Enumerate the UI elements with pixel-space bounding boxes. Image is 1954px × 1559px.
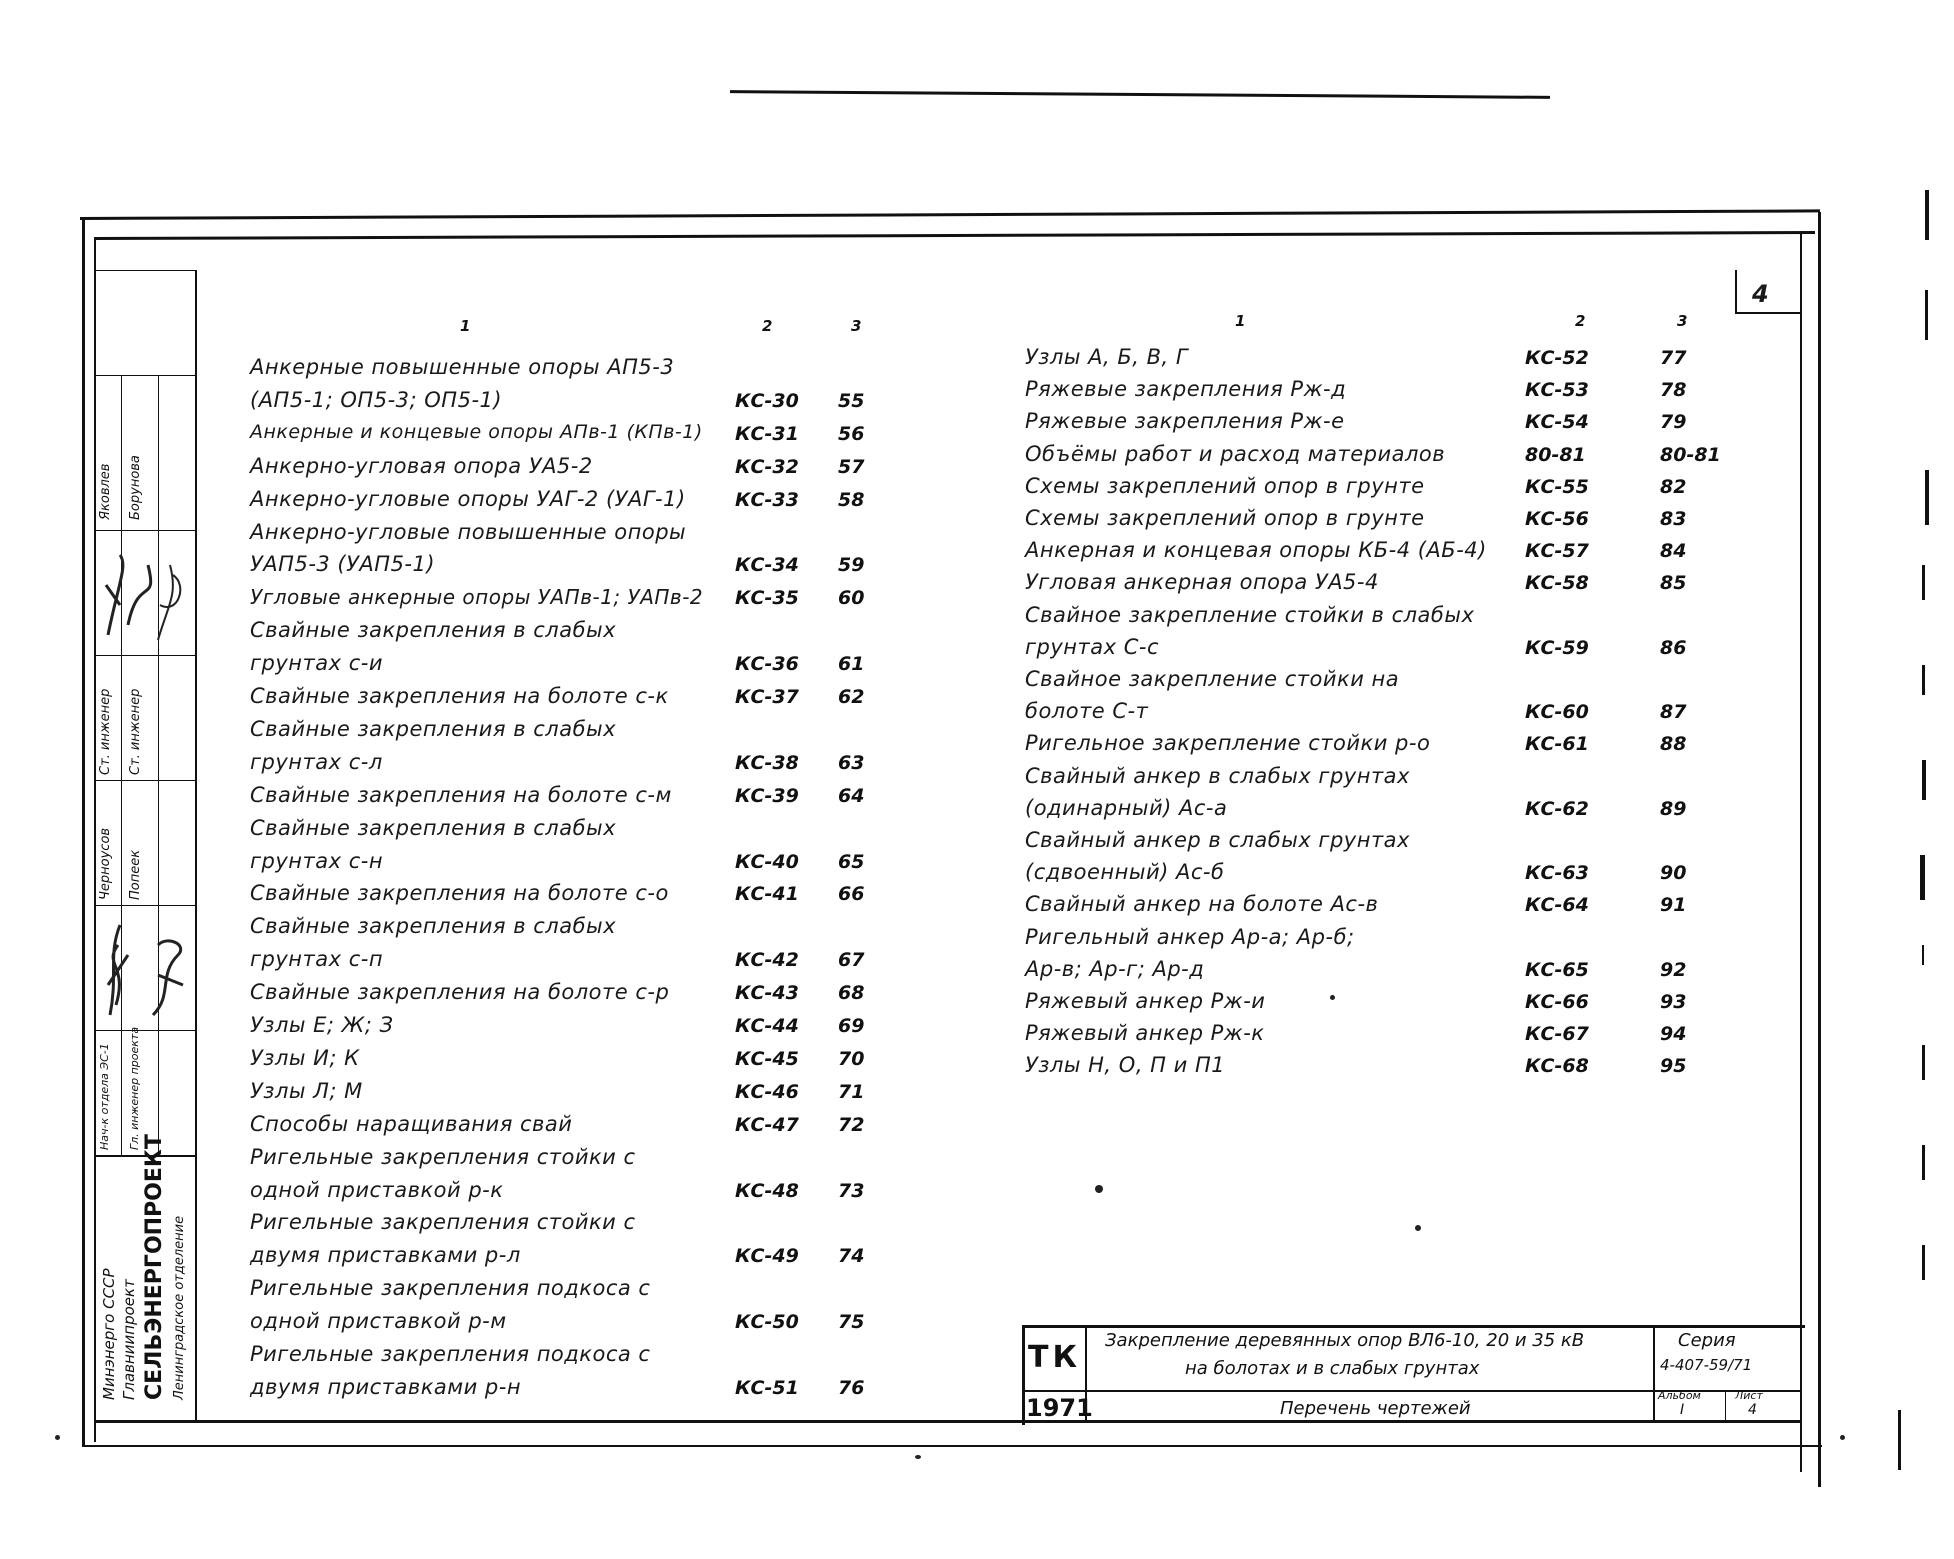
drawing-code: КС-54	[1525, 411, 1589, 434]
list-row	[1025, 667, 1705, 699]
list-row	[1025, 538, 1705, 570]
drawing-page: 91	[1660, 894, 1687, 917]
drawing-page: 71	[838, 1080, 865, 1103]
drawing-code: КС-40	[735, 850, 799, 873]
list-row	[250, 421, 890, 454]
drawing-page: 76	[838, 1376, 865, 1399]
scan-mark-8	[1922, 945, 1924, 965]
drawing-title: (АП5-1; ОП5-3; ОП5-1)	[250, 387, 503, 412]
drawing-code: КС-58	[1525, 572, 1589, 595]
drawing-title: Ригельное закрепление стойки р-о	[1025, 731, 1431, 756]
drawing-code: КС-50	[735, 1311, 799, 1334]
sheet-label: Лист	[1735, 1389, 1763, 1402]
col-header-left-3: 3	[851, 317, 862, 335]
drawing-page: 68	[838, 982, 865, 1005]
list-row	[1025, 409, 1705, 441]
drawing-title: Свайные закрепления на болоте с-о	[250, 881, 669, 906]
scan-mark-6	[1922, 760, 1926, 800]
drawing-title: болоте С-т	[1025, 699, 1149, 724]
drawing-title: Анкерные и концевые опоры АПв-1 (КПв-1)	[250, 420, 703, 443]
drawing-code: КС-41	[735, 883, 799, 906]
list-row	[250, 454, 890, 487]
drawing-page: 92	[1660, 958, 1687, 981]
sidebar-col-b	[158, 375, 159, 1155]
drawing-page: 87	[1660, 701, 1687, 724]
drawing-title: Свайные закрепления на болоте с-м	[250, 782, 672, 807]
sidebar-row-1	[94, 375, 195, 376]
list-row	[250, 651, 890, 684]
sidebar-org-4: Ленинградское отделение	[172, 1215, 187, 1400]
drawing-page: 78	[1660, 379, 1687, 402]
list-row	[1025, 796, 1705, 828]
drawing-code: КС-64	[1525, 894, 1589, 917]
list-row	[250, 717, 890, 750]
list-row	[250, 684, 890, 717]
drawing-code: КС-36	[735, 653, 799, 676]
col-header-right-1: 1	[1235, 312, 1246, 330]
list-row	[250, 1276, 890, 1309]
sidebar-row-6	[94, 1030, 195, 1031]
frame-top-outer	[80, 209, 1820, 220]
drawing-page: 72	[838, 1113, 865, 1136]
frame-bottom-outer	[82, 1445, 1822, 1447]
drawing-code: КС-60	[1525, 701, 1589, 724]
frame-left-outer	[82, 217, 85, 1447]
drawing-page: 93	[1660, 991, 1687, 1013]
drawing-page: 90	[1660, 862, 1687, 885]
list-row	[1025, 570, 1705, 602]
scan-mark-9	[1922, 1045, 1925, 1080]
sheet-box-left	[1735, 270, 1737, 312]
drawing-code: КС-39	[735, 784, 799, 807]
drawing-title: Ригельные закрепления подкоса с	[250, 1342, 651, 1366]
drawing-title: двумя приставками р-л	[250, 1243, 521, 1268]
list-row	[250, 355, 890, 388]
drawing-title: Свайный анкер на болоте Ас-в	[1025, 892, 1379, 917]
drawing-code: КС-65	[1525, 958, 1589, 981]
drawing-title: грунтах с-п	[250, 947, 384, 972]
drawing-title: грунтах с-и	[250, 651, 383, 676]
scan-speck	[1330, 995, 1335, 1000]
drawing-page: 80-81	[1660, 443, 1721, 466]
list-row	[250, 552, 890, 585]
drawing-title: двумя приставками р-н	[250, 1374, 522, 1399]
sidebar-name-3: Черноусов	[98, 827, 113, 900]
scan-mark-11	[1922, 1245, 1925, 1280]
drawing-code: КС-61	[1525, 733, 1589, 756]
drawing-code: КС-52	[1525, 347, 1589, 369]
drawing-title: Узлы Л; М	[250, 1078, 363, 1103]
list-row	[1025, 699, 1705, 731]
drawing-code: КС-48	[735, 1179, 799, 1202]
drawing-page: 59	[838, 554, 865, 577]
drawing-title: Свайные закрепления на болоте с-к	[250, 684, 669, 708]
drawing-page: 70	[838, 1047, 865, 1070]
sidebar-name-1: Яковлев	[98, 463, 113, 520]
drawing-code: КС-45	[735, 1047, 799, 1070]
drawing-page: 89	[1660, 797, 1687, 820]
scan-speck	[55, 1435, 60, 1440]
list-row	[250, 1046, 890, 1079]
drawing-page: 63	[838, 751, 865, 774]
sidebar-org-2: Главниипроект	[120, 1279, 138, 1400]
signature-2	[98, 915, 193, 1025]
drawing-code: КС-43	[735, 982, 799, 1005]
drawing-page: 64	[838, 784, 865, 807]
drawing-title: Свайное закрепление стойки в слабых	[1025, 602, 1475, 627]
drawing-title: Ряжевый анкер Рж-и	[1025, 989, 1266, 1013]
col-header-right-3: 3	[1677, 312, 1688, 330]
drawing-code: КС-63	[1525, 862, 1589, 885]
sheet-number: 4	[1752, 280, 1770, 308]
col-header-left-1: 1	[460, 317, 471, 335]
title-block-year: 1971	[1026, 1394, 1093, 1422]
drawing-page: 83	[1660, 508, 1687, 530]
sidebar-name-4: Попеек	[128, 849, 143, 900]
title-block-tk: ТК	[1028, 1340, 1081, 1375]
list-row	[250, 1243, 890, 1276]
drawing-title: Угловые анкерные опоры УАПв-1; УАПв-2	[250, 585, 704, 610]
list-row	[1025, 474, 1705, 506]
sidebar-row-4	[94, 780, 195, 781]
drawing-title: Угловая анкерная опора УА5-4	[1025, 570, 1379, 595]
list-row	[1025, 635, 1705, 667]
list-row	[250, 1210, 890, 1243]
drawing-title: Свайные закрепления в слабых	[250, 914, 617, 939]
list-row	[250, 585, 890, 618]
series-value: 4-407-59/71	[1660, 1356, 1753, 1374]
drawing-title: Ригельные закрепления стойки с	[250, 1210, 636, 1235]
drawing-code: КС-31	[735, 422, 799, 445]
list-row	[250, 1342, 890, 1375]
drawing-title: Свайное закрепление стойки на	[1025, 667, 1400, 691]
drawing-code: КС-30	[735, 389, 799, 412]
drawing-title: Свайный анкер в слабых грунтах	[1025, 763, 1410, 788]
list-row	[1025, 731, 1705, 763]
list-row	[250, 849, 890, 882]
list-row	[250, 520, 890, 553]
drawing-title: (сдвоенный) Ас-б	[1025, 860, 1225, 885]
sidebar-role-2: Гл. инженер проекта	[128, 1026, 141, 1150]
sidebar-divider	[195, 270, 197, 1420]
drawing-code: 80-81	[1525, 443, 1586, 466]
drawing-code: КС-47	[735, 1113, 799, 1136]
scan-mark-5	[1922, 665, 1925, 695]
list-row	[250, 487, 890, 520]
drawing-page: 69	[838, 1015, 865, 1037]
drawing-page: 73	[838, 1179, 865, 1202]
drawing-code: КС-46	[735, 1080, 799, 1103]
drawing-page: 57	[838, 455, 865, 478]
drawing-page: 86	[1660, 636, 1687, 659]
sidebar-row-5	[94, 905, 195, 906]
list-row	[250, 618, 890, 651]
drawing-title: Ряжевые закрепления Рж-е	[1025, 409, 1345, 434]
drawing-title: (одинарный) Ас-а	[1025, 795, 1228, 820]
list-row	[250, 914, 890, 947]
title-line-1: Закрепление деревянных опор ВЛ6-10, 20 и 35 кВ	[1105, 1330, 1585, 1351]
list-row	[1025, 989, 1705, 1021]
drawing-page: 62	[838, 686, 865, 708]
drawing-code: КС-38	[735, 751, 799, 774]
drawing-title: грунтах С-с	[1025, 634, 1160, 659]
drawing-code: КС-53	[1525, 379, 1589, 402]
drawing-title: Ригельные закрепления подкоса с	[250, 1276, 651, 1301]
drawing-page: 67	[838, 949, 865, 972]
sidebar-role-4: Ст. инженер	[128, 688, 143, 775]
drawing-page: 56	[838, 422, 865, 445]
drawing-title: Свайный анкер в слабых грунтах	[1025, 828, 1410, 852]
drawing-code: КС-42	[735, 949, 799, 972]
sidebar-org-3: СЕЛЬЭНЕРГОПРОЕКТ	[142, 1134, 167, 1400]
sidebar-role-3: Ст. инженер	[98, 688, 113, 775]
sidebar-row-2	[94, 530, 195, 531]
drawing-page: 55	[838, 389, 865, 412]
list-row	[250, 783, 890, 816]
drawing-code: КС-59	[1525, 636, 1589, 659]
scan-mark-2	[1925, 290, 1928, 340]
drawing-title: Анкерно-угловая опора УА5-2	[250, 453, 593, 478]
drawing-code: КС-57	[1525, 540, 1589, 563]
drawing-code: КС-62	[1525, 797, 1589, 820]
sidebar-col-a	[121, 375, 122, 1155]
drawing-title: Свайные закрепления в слабых	[250, 815, 617, 840]
sidebar-org-1: Минэнерго СССР	[100, 1268, 118, 1400]
drawing-title: Объёмы работ и расход материалов	[1025, 441, 1446, 466]
drawing-title: УАП5-3 (УАП5-1)	[250, 552, 436, 577]
list-row	[1025, 892, 1705, 924]
scan-mark-10	[1922, 1145, 1925, 1180]
drawing-title: Анкерные повышенные опоры АП5-3	[250, 355, 675, 379]
drawing-title: Анкерная и концевая опоры КБ-4 (АБ-4)	[1025, 538, 1487, 563]
list-row	[1025, 603, 1705, 635]
col-header-right-2: 2	[1575, 312, 1586, 330]
col-header-left-2: 2	[762, 317, 773, 335]
drawing-title: Узлы И; К	[250, 1045, 360, 1070]
list-row	[1025, 506, 1705, 538]
sidebar-role-1: Нач-к отдела ЭС-1	[98, 1043, 111, 1150]
signature-1	[98, 545, 193, 645]
drawing-page: 75	[838, 1311, 865, 1334]
list-row	[250, 1145, 890, 1178]
drawing-code: КС-51	[735, 1376, 799, 1399]
drawing-code: КС-34	[735, 554, 799, 577]
list-row	[250, 1079, 890, 1112]
drawing-title: Ряжевые закрепления Рж-д	[1025, 377, 1347, 402]
drawing-list-right	[1025, 345, 1721, 1105]
drawing-title: Ригельные закрепления стойки с	[250, 1144, 636, 1169]
drawing-code: КС-66	[1525, 991, 1589, 1013]
drawing-page: 65	[838, 850, 865, 873]
list-row	[250, 980, 890, 1013]
drawing-title: Узлы Н, О, П и П1	[1025, 1053, 1226, 1078]
drawing-page: 74	[838, 1245, 865, 1268]
title-line-2: на болотах и в слабых грунтах	[1185, 1358, 1480, 1379]
sidebar-top-row	[94, 270, 195, 271]
list-row	[1025, 1021, 1705, 1053]
scan-mark-12	[1898, 1410, 1901, 1470]
drawing-code: КС-55	[1525, 475, 1589, 498]
list-row	[1025, 925, 1705, 957]
scan-speck	[1095, 1185, 1103, 1193]
drawing-page: 95	[1660, 1055, 1687, 1078]
drawing-page: 61	[838, 653, 865, 676]
list-row	[1025, 957, 1705, 989]
title-subtitle: Перечень чертежей	[1280, 1398, 1471, 1419]
title-block-v3	[1725, 1392, 1726, 1420]
drawing-page: 88	[1660, 733, 1687, 756]
drawing-page: 94	[1660, 1023, 1687, 1046]
scan-mark-1	[1925, 190, 1929, 240]
drawing-page: 66	[838, 883, 865, 906]
drawing-title: Схемы закреплений опор в грунте	[1025, 473, 1425, 498]
drawing-page: 77	[1660, 347, 1687, 369]
drawing-title: Свайные закрепления в слабых	[250, 716, 617, 741]
drawing-code: КС-32	[735, 455, 799, 478]
title-block-v2	[1653, 1325, 1655, 1422]
drawing-title: Узлы А, Б, В, Г	[1025, 345, 1189, 369]
list-row	[1025, 345, 1705, 377]
list-row	[250, 816, 890, 849]
album-value: I	[1680, 1402, 1685, 1418]
sheet-box-bottom	[1735, 312, 1802, 314]
drawing-title: Свайные закрепления в слабых	[250, 618, 617, 643]
sidebar-name-2: Борунова	[128, 455, 143, 520]
scan-mark-3	[1925, 470, 1929, 525]
drawing-title: Узлы Е; Ж; З	[250, 1013, 394, 1037]
list-row	[1025, 828, 1705, 860]
list-row	[1025, 441, 1721, 474]
drawing-title: Ригельный анкер Ар-а; Ар-б;	[1025, 924, 1355, 949]
drawing-code: КС-33	[735, 488, 799, 511]
drawing-title: Схемы закреплений опор в грунте	[1025, 506, 1425, 530]
series-label: Серия	[1678, 1330, 1736, 1351]
drawing-title: Ряжевый анкер Рж-к	[1025, 1021, 1265, 1046]
list-row	[250, 1013, 890, 1046]
sheet-value: 4	[1748, 1402, 1757, 1418]
drawing-title: Анкерно-угловые повышенные опоры	[250, 519, 687, 544]
drawing-title: Ар-в; Ар-г; Ар-д	[1025, 956, 1205, 981]
album-label: Альбом	[1658, 1389, 1701, 1402]
frame-right-inner	[1800, 232, 1802, 1472]
list-row	[1025, 377, 1705, 409]
list-row	[250, 1309, 890, 1342]
drawing-page: 58	[838, 488, 865, 511]
drawing-page: 85	[1660, 572, 1687, 595]
frame-top-inner	[95, 231, 1815, 240]
drawing-code: КС-68	[1525, 1055, 1589, 1078]
drawing-code: КС-44	[735, 1015, 799, 1037]
drawing-title: одной приставкой р-к	[250, 1177, 504, 1202]
scan-mark-4	[1922, 565, 1925, 600]
drawing-title: одной приставкой р-м	[250, 1309, 507, 1334]
list-row	[1025, 1053, 1705, 1085]
drawing-page: 79	[1660, 411, 1687, 434]
scan-speck	[915, 1455, 921, 1459]
list-row	[250, 1178, 890, 1211]
scan-mark-7	[1920, 855, 1925, 900]
frame-left-inner	[94, 237, 96, 1442]
scan-speck	[1415, 1225, 1421, 1231]
drawing-title: Свайные закрепления на болоте с-р	[250, 980, 670, 1005]
drawing-code: КС-49	[735, 1245, 799, 1268]
list-row	[250, 881, 890, 914]
list-row	[1025, 764, 1705, 796]
drawing-code: КС-37	[735, 686, 799, 708]
drawing-page: 84	[1660, 540, 1687, 563]
drawing-title: Анкерно-угловые опоры УАГ-2 (УАГ-1)	[250, 486, 686, 511]
list-row	[250, 1375, 890, 1408]
drawing-title: грунтах с-н	[250, 848, 384, 873]
drawing-list-left	[250, 355, 890, 1410]
drawing-title: грунтах с-л	[250, 749, 383, 774]
drawing-code: КС-56	[1525, 508, 1589, 530]
list-row	[250, 388, 890, 421]
list-row	[250, 947, 890, 980]
drawing-page: 60	[838, 587, 865, 610]
drawing-code: КС-35	[735, 587, 799, 610]
drawing-title: Способы наращивания свай	[250, 1111, 573, 1136]
list-row	[250, 1112, 890, 1145]
list-row	[250, 750, 890, 783]
sidebar-row-3	[94, 655, 195, 656]
drawing-code: КС-67	[1525, 1023, 1589, 1046]
list-row	[1025, 860, 1705, 892]
frame-right-outer	[1818, 212, 1821, 1487]
scan-speck	[1840, 1435, 1845, 1440]
top-scan-line	[730, 90, 1550, 99]
drawing-page: 82	[1660, 475, 1687, 498]
